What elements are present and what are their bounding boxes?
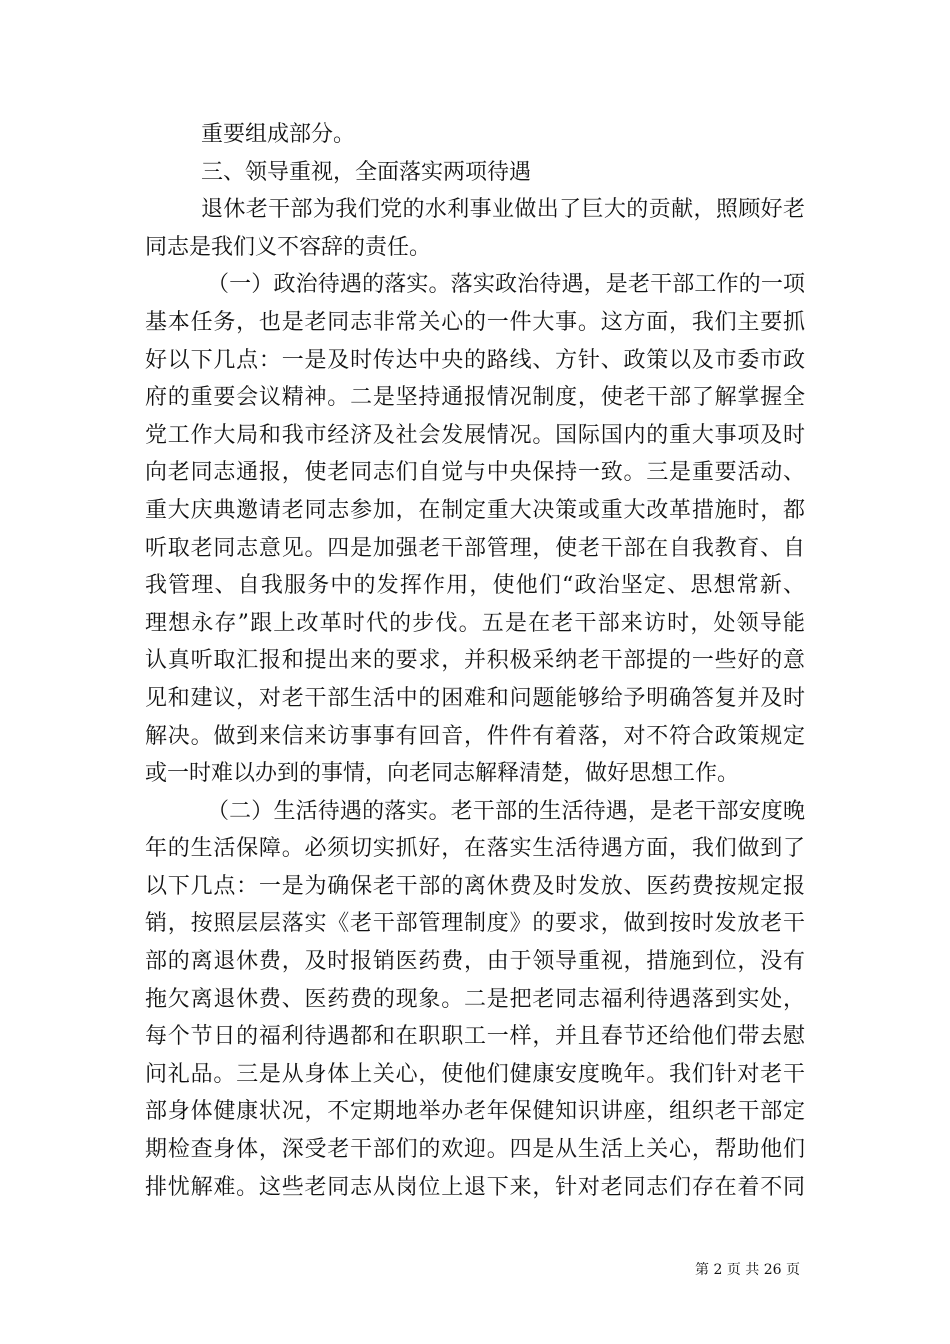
text-line: 重大庆典邀请老同志参加，在制定重大决策或重大改革措施时，都 (145, 497, 805, 523)
text-line: 理想永存”跟上改革时代的步伐。五是在老干部来访时，处领导能 (145, 610, 805, 636)
text-line: 以下几点：一是为确保老干部的离休费及时发放、医药费按规定报 (145, 873, 805, 899)
paragraph-living-treatment (145, 793, 805, 1207)
text-line: 年的生活保障。必须切实抓好，在落实生活待遇方面，我们做到了 (145, 836, 805, 862)
document-body (145, 116, 805, 1206)
section-heading (145, 154, 805, 192)
text-line: 见和建议，对老干部生活中的困难和问题能够给予明确答复并及时 (145, 685, 805, 711)
text-line: 部的离退休费，及时报销医药费，由于领导重视，措施到位，没有 (145, 949, 805, 975)
text-line: 或一时难以办到的事情，向老同志解释清楚，做好思想工作。 (145, 761, 740, 787)
page-footer (0, 1259, 800, 1279)
text-line: （二）生活待遇的落实。老干部的生活待遇，是老干部安度晚 (207, 798, 805, 824)
text-line: 同志是我们义不容辞的责任。 (145, 234, 432, 260)
text-line: 销，按照层层落实《老干部管理制度》的要求，做到按时发放老干 (145, 911, 805, 937)
text-line: 解决。做到来信来访事事有回音，件件有着落，对不符合政策规定 (145, 723, 805, 749)
text-line: 重要组成部分。 (201, 122, 356, 147)
paragraph-3 (145, 191, 805, 266)
text-line: 听取老同志意见。四是加强老干部管理，使老干部在自我教育、自 (145, 535, 805, 561)
paragraph-1 (145, 116, 805, 154)
text-line: 部身体健康状况，不定期地举办老年保健知识讲座，组织老干部定 (145, 1099, 805, 1125)
text-line: 府的重要会议精神。二是坚持通报情况制度，使老干部了解掌握全 (145, 385, 805, 411)
text-line: （一）政治待遇的落实。落实政治待遇，是老干部工作的一项 (207, 272, 805, 298)
page-number: 第 2 页 共 26 页 (695, 1262, 800, 1278)
text-line: 基本任务，也是老同志非常关心的一件大事。这方面，我们主要抓 (145, 309, 805, 335)
paragraph-political-treatment (145, 266, 805, 792)
text-line: 问礼品。三是从身体上关心，使他们健康安度晚年。我们针对老干 (145, 1061, 805, 1087)
text-line: 每个节日的福利待遇都和在职职工一样，并且春节还给他们带去慰 (145, 1024, 805, 1050)
text-line: 期检查身体，深受老干部们的欢迎。四是从生活上关心，帮助他们 (145, 1137, 805, 1163)
text-line: 排忧解难。这些老同志从岗位上退下来，针对老同志们存在着不同 (145, 1174, 805, 1200)
heading-text: 三、领导重视，全面落实两项待遇 (201, 159, 532, 185)
text-line: 认真听取汇报和提出来的要求，并积极采纳老干部提的一些好的意 (145, 648, 805, 674)
text-line: 退休老干部为我们党的水利事业做出了巨大的贡献，照顾好老 (201, 197, 805, 223)
text-line: 向老同志通报，使老同志们自觉与中央保持一致。三是重要活动、 (145, 460, 805, 486)
text-line: 党工作大局和我市经济及社会发展情况。国际国内的重大事项及时 (145, 422, 805, 448)
text-line: 拖欠离退休费、医药费的现象。二是把老同志福利待遇落到实处， (145, 986, 805, 1012)
text-line: 好以下几点：一是及时传达中央的路线、方针、政策以及市委市政 (145, 347, 805, 373)
text-line: 我管理、自我服务中的发挥作用，使他们“政治坚定、思想常新、 (145, 573, 805, 599)
